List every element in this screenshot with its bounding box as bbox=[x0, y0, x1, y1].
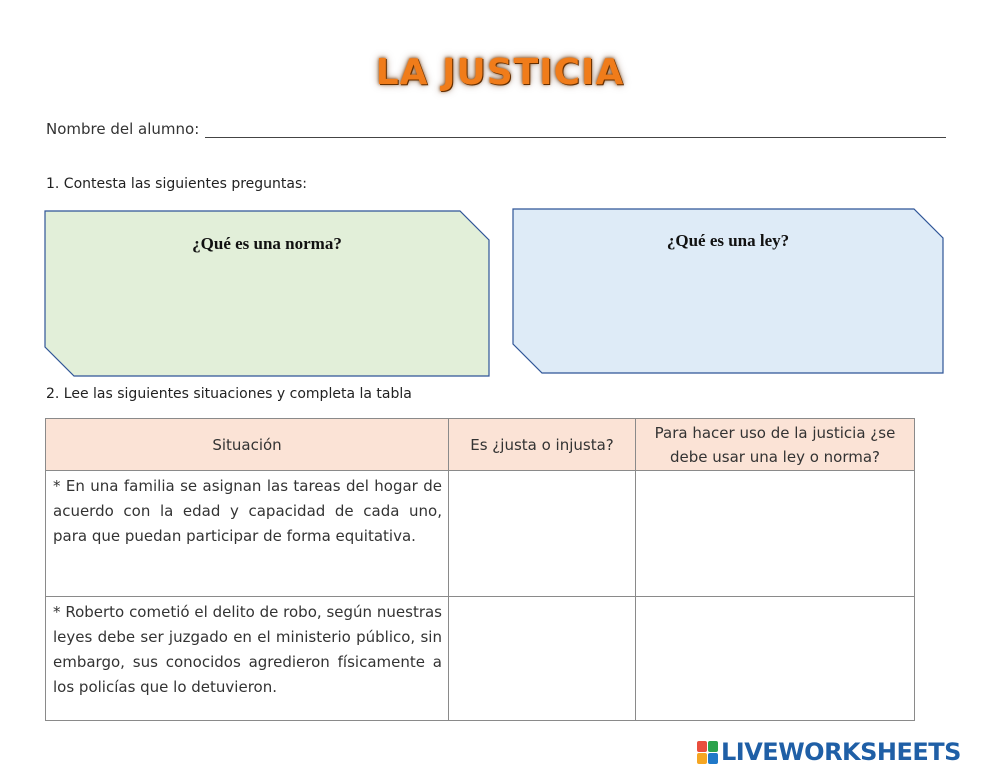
liveworksheets-logo-icon bbox=[697, 741, 718, 764]
situations-table bbox=[45, 418, 915, 721]
norma-question: ¿Qué es una norma? bbox=[192, 234, 342, 253]
table-row bbox=[46, 471, 915, 597]
table-header-row bbox=[46, 419, 915, 471]
student-name-field[interactable] bbox=[205, 124, 946, 138]
norma-answer-box[interactable] bbox=[44, 210, 490, 378]
header-ley-o-norma: Para hacer uso de la justicia ¿se debe usar una ley o norma? bbox=[636, 419, 915, 471]
ley-o-norma-answer-cell[interactable] bbox=[636, 471, 915, 597]
worksheet-title: LA JUSTICIA bbox=[375, 52, 625, 93]
situation-cell: * En una familia se asignan las tareas del hogar de acuerdo con la edad y capacidad de cada uno, para que puedan participar de forma equitativa. bbox=[46, 471, 449, 597]
header-justa-injusta: Es ¿justa o injusta? bbox=[449, 419, 636, 471]
section-1-heading: 1. Contesta las siguientes preguntas: bbox=[46, 176, 307, 192]
ley-question: ¿Qué es una ley? bbox=[666, 231, 790, 250]
ley-answer-box[interactable] bbox=[512, 208, 944, 375]
header-situacion: Situación bbox=[46, 419, 449, 471]
brand-text: LIVEWORKSHEETS bbox=[721, 738, 961, 766]
justa-injusta-answer-cell[interactable] bbox=[449, 597, 636, 721]
table-row bbox=[46, 597, 915, 721]
situation-cell: * Roberto cometió el delito de robo, según nuestras leyes debe ser juzgado en el ministerio público, sin embargo, sus conocidos agredieron físicamente a los policías que lo detuvieron. bbox=[46, 597, 449, 721]
student-name-label: Nombre del alumno: bbox=[46, 120, 200, 138]
section-2-heading: 2. Lee las siguientes situaciones y completa la tabla bbox=[46, 386, 412, 402]
ley-o-norma-answer-cell[interactable] bbox=[636, 597, 915, 721]
liveworksheets-brand[interactable] bbox=[697, 738, 961, 766]
student-name-row bbox=[46, 116, 946, 138]
justa-injusta-answer-cell[interactable] bbox=[449, 471, 636, 597]
